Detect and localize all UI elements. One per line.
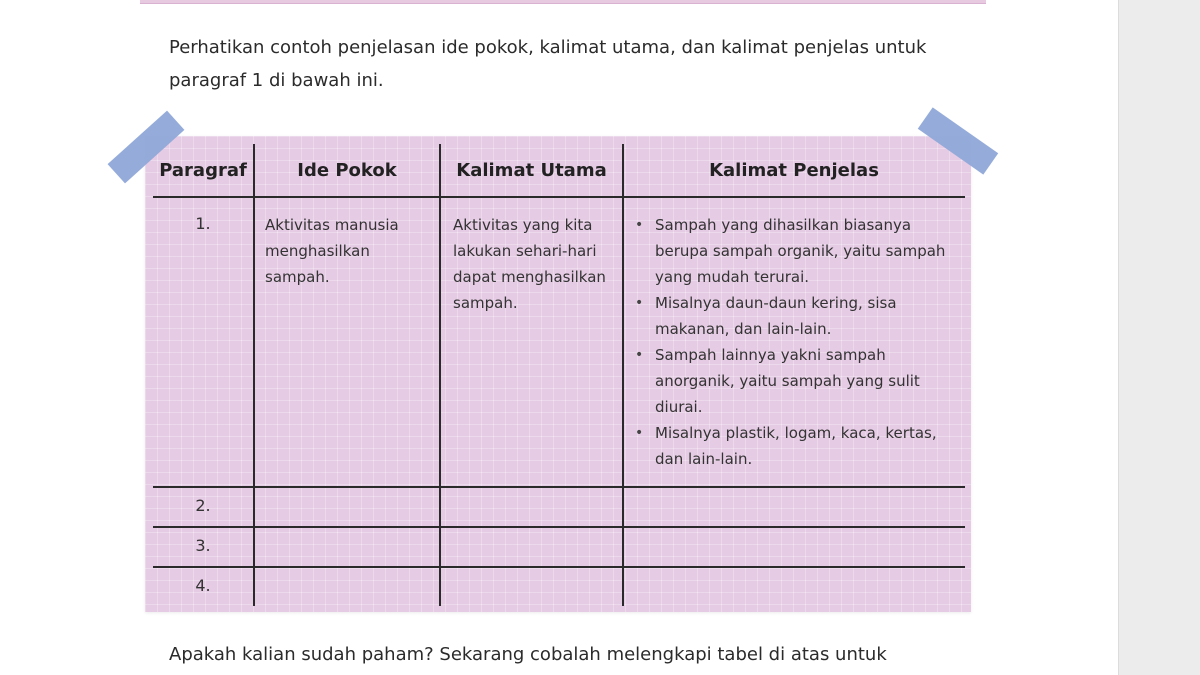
table-card	[145, 136, 971, 612]
row-number: 4.	[195, 576, 211, 595]
column-divider	[622, 144, 624, 606]
header-ide-pokok: Ide Pokok	[297, 159, 397, 181]
header-kalimat-penjelas: Kalimat Penjelas	[709, 159, 879, 181]
column-divider	[439, 144, 441, 606]
header-paragraf: Paragraf	[159, 159, 247, 181]
row-divider	[153, 196, 965, 198]
kalimat-penjelas-item: • Misalnya daun-daun kering, sisa makanan, dan lain-lain.	[629, 290, 959, 342]
kalimat-penjelas-item: • Sampah lainnya yakni sampah anorganik, yaitu sampah yang sulit diurai.	[629, 342, 959, 420]
header-kalimat-utama: Kalimat Utama	[456, 159, 607, 181]
outro-paragraph: Apakah kalian sudah paham? Sekarang cobalah melengkapi tabel di atas untuk	[169, 644, 887, 665]
kalimat-utama-cell: Aktivitas yang kita lakukan sehari-hari dapat menghasilkan sampah.	[453, 216, 606, 312]
kalimat-penjelas-item: • Misalnya plastik, logam, kaca, kertas, dan lain-lain.	[629, 420, 959, 472]
paragraph-analysis-table	[145, 136, 971, 612]
viewer-side-panel	[1118, 0, 1200, 675]
column-divider	[253, 144, 255, 606]
intro-paragraph: Perhatikan contoh penjelasan ide pokok, kalimat utama, dan kalimat penjelas untuk paragraf 1 di bawah ini.	[169, 37, 927, 91]
row-divider	[153, 486, 965, 488]
row-divider	[153, 526, 965, 528]
kalimat-penjelas-item: • Sampah yang dihasilkan biasanya berupa sampah organik, yaitu sampah yang mudah terurai.	[629, 212, 959, 290]
row-number: 2.	[195, 496, 211, 515]
ide-pokok-cell: Aktivitas manusia menghasilkan sampah.	[265, 216, 399, 286]
row-number: 3.	[195, 536, 211, 555]
row-number: 1.	[195, 214, 211, 233]
kalimat-penjelas-list	[629, 212, 959, 472]
previous-box-edge	[140, 0, 986, 4]
row-divider	[153, 566, 965, 568]
